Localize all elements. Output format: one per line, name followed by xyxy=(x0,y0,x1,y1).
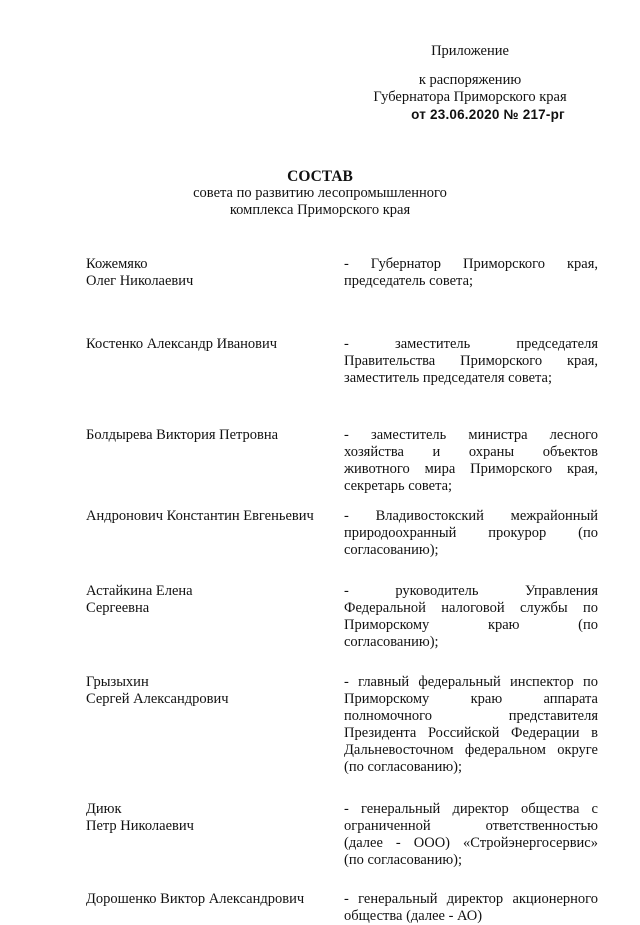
member-role xyxy=(344,674,598,776)
appendix-governor: Губернатора Приморского края xyxy=(373,89,567,105)
member-role-line: общества (далее - АО) xyxy=(344,908,483,924)
member-role-line: - Владивостокский межрайонный xyxy=(344,508,598,524)
member-role-line: - главный федеральный инспектор по xyxy=(344,674,598,690)
member-role-line: полномочного представителя xyxy=(344,708,598,724)
member-role-line: ограниченной ответственностью xyxy=(344,818,598,834)
member-name: Грызыхин Сергей Александрович xyxy=(86,674,229,707)
member-name: Костенко Александр Иванович xyxy=(86,336,278,352)
member-role-line: - генеральный директор общества с xyxy=(344,801,598,817)
member-role-line: - Губернатор Приморского края, xyxy=(344,256,598,272)
member-name: Астайкина Елена Сергеевна xyxy=(86,583,193,616)
member-role-line: согласованию); xyxy=(344,634,439,650)
member-role xyxy=(344,427,598,495)
member-row xyxy=(86,427,598,495)
member-role-line: хозяйства и охраны объектов xyxy=(344,444,598,460)
member-row xyxy=(86,583,598,651)
member-role xyxy=(344,891,598,925)
member-role-line: Президента Российской Федерации в xyxy=(344,725,598,741)
member-role-line: (по согласованию); xyxy=(344,852,463,868)
title-line-1: совета по развитию лесопромышленного xyxy=(193,185,447,201)
member-name: Болдырева Виктория Петровна xyxy=(86,427,279,443)
member-row xyxy=(86,508,598,559)
member-role-line: Правительства Приморского края, xyxy=(344,353,598,369)
member-row xyxy=(86,891,598,925)
member-role-line: - руководитель Управления xyxy=(344,583,598,599)
appendix-date-number-stamp: от 23.06.2020 № 217-рг xyxy=(411,107,565,122)
member-role xyxy=(344,801,598,869)
title-heading: СОСТАВ xyxy=(287,168,353,185)
appendix-order-ref: к распоряжению xyxy=(418,72,522,88)
appendix-label: Приложение xyxy=(431,43,509,59)
member-role-line: Федеральной налоговой службы по xyxy=(344,600,598,616)
member-role-line: природоохранный прокурор (по xyxy=(344,525,598,541)
member-row xyxy=(86,674,598,776)
member-role xyxy=(344,508,598,559)
member-name: Андронович Константин Евгеньевич xyxy=(86,508,314,524)
member-name: Кожемяко Олег Николаевич xyxy=(86,256,194,289)
members-list xyxy=(86,256,598,925)
title-line-2: комплекса Приморского края xyxy=(229,202,411,218)
member-name: Диюк Петр Николаевич xyxy=(86,801,194,834)
member-role-line: животного мира Приморского края, xyxy=(344,461,598,477)
member-role-line: заместитель председателя совета; xyxy=(344,370,553,386)
member-name: Дорошенко Виктор Александрович xyxy=(86,891,305,907)
member-role-line: согласованию); xyxy=(344,542,439,558)
member-role-line: Приморскому краю (по xyxy=(344,617,598,633)
member-role-line: Дальневосточном федеральном округе xyxy=(344,742,598,758)
member-role-line: (по согласованию); xyxy=(344,759,463,775)
member-row xyxy=(86,256,598,290)
member-role-line: председатель совета; xyxy=(344,273,474,289)
member-role-line: Приморскому краю аппарата xyxy=(344,691,598,707)
member-row xyxy=(86,801,598,869)
member-role-line: - заместитель председателя xyxy=(344,336,598,352)
member-role xyxy=(344,256,598,290)
member-row xyxy=(86,336,598,387)
member-role-line: секретарь совета; xyxy=(344,478,453,494)
member-role-line: - заместитель министра лесного xyxy=(344,427,598,443)
document-title xyxy=(0,168,640,219)
member-role-line: (далее - ООО) «Стройэнергосервис» xyxy=(344,835,598,851)
appendix-block xyxy=(330,43,610,123)
member-role xyxy=(344,583,598,651)
member-role xyxy=(344,336,598,387)
member-role-line: - генеральный директор акционерного xyxy=(344,891,598,907)
